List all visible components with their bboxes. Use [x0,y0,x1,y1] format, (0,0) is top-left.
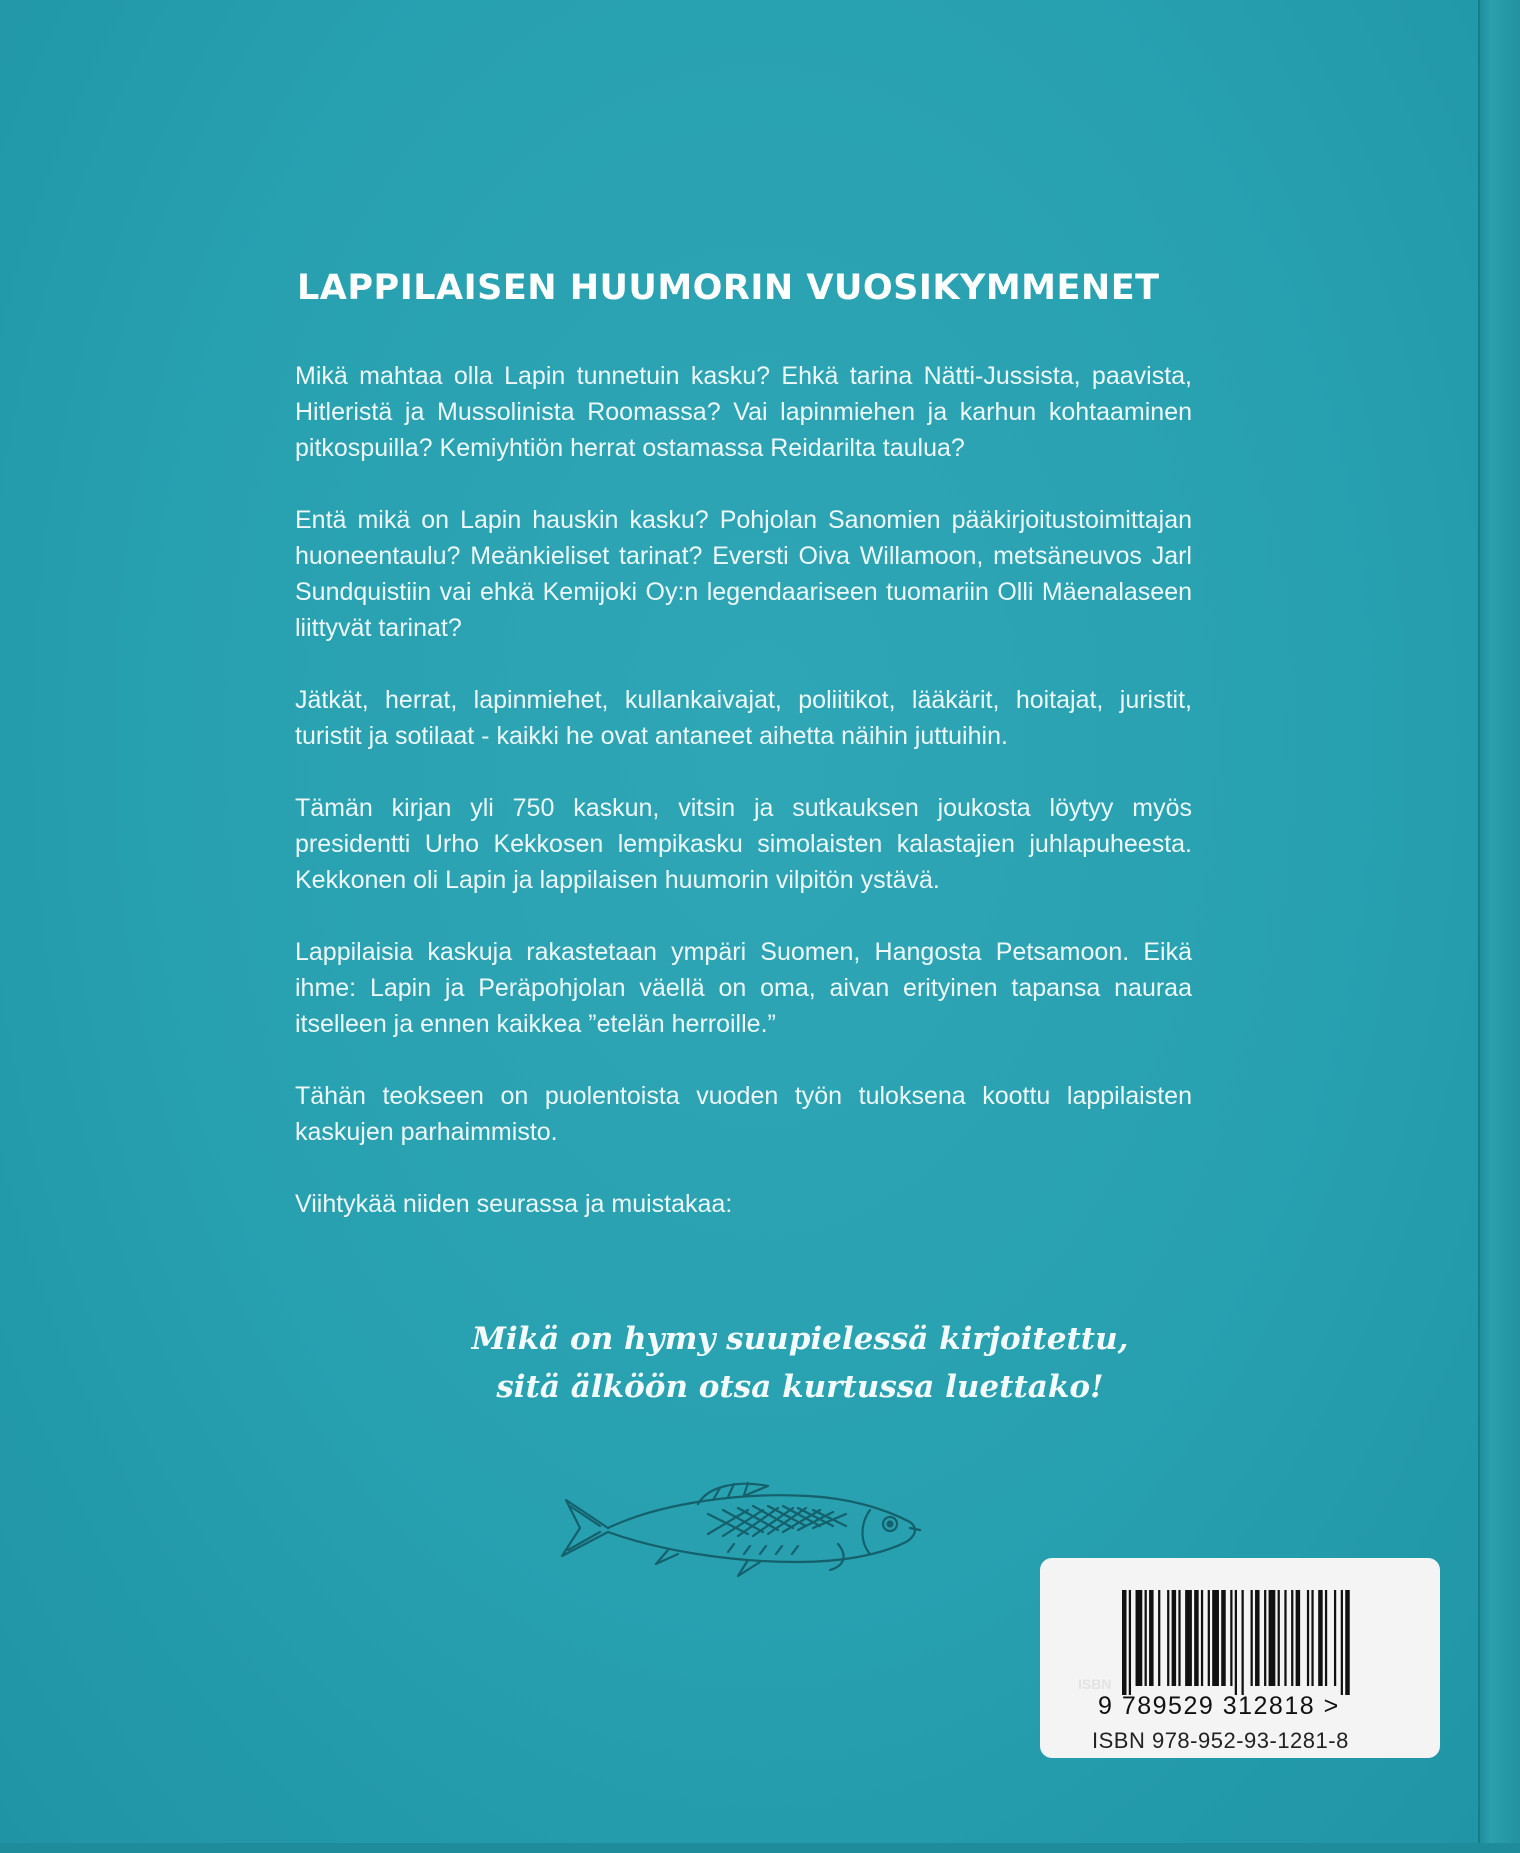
barcode-bar [1129,1590,1131,1695]
barcode-bar [1284,1590,1286,1686]
barcode-bar [1136,1590,1143,1686]
blurb-paragraph-2: Entä mikä on Lapin hauskin kasku? Pohjolan Sanomien pääkirjoitustoimittajan huoneentaulu? Meänkieliset tarinat? Eversti Oiva Willamoon, metsäneuvos Jarl Sundquistiin vai ehkä Kemijoki Oy:n legendaariseen tuomariin Olli Mäenalaseen liittyvät tarinat? [295,506,1192,642]
barcode-bar [1318,1590,1323,1686]
barcode-bar [1221,1590,1226,1686]
barcode-bar [1172,1590,1177,1686]
barcode-bar [1264,1590,1266,1686]
barcode-bar [1149,1590,1154,1686]
barcode-bar [1296,1590,1301,1686]
blurb-paragraph-4: Tämän kirjan yli 750 kaskun, vitsin ja sutkauksen joukosta löytyy myös presidentti Urho Kekkosen lempikasku simolaisten kalastajien juhlapuheesta. Kekkonen oli Lapin ja lappilaisen huumorin vilpitön ystävä. [295,794,1192,894]
barcode-bar [1230,1590,1232,1686]
blurb-paragraph-6: Tähän teokseen on puolentoista vuoden työn tuloksena koottu lappilaisten kaskujen parhaimmisto. [295,1082,1192,1146]
blurb-paragraph-1: Mikä mahtaa olla Lapin tunnetuin kasku? Ehkä tarina Nätti-Jussista, paavista, Hitleristä ja Mussolinista Roomassa? Vai lapinmiehen ja karhun kohtaaminen pitkospuilla? Kemiyhtiön herrat ostamassa Reidarilta taulua? [295,362,1192,462]
barcode-bar [1269,1590,1276,1686]
barcode-bar [1212,1590,1219,1686]
barcode-bar [1307,1590,1309,1686]
barcode-bar [1235,1590,1237,1695]
barcode-bars [1122,1590,1352,1695]
barcode-bar [1345,1590,1350,1695]
barcode-bar [1334,1590,1336,1686]
barcode-bar [1242,1590,1244,1695]
barcode-bar [1278,1590,1280,1686]
barcode-bar [1122,1590,1127,1695]
barcode-bar [1255,1590,1260,1686]
blurb-paragraph-5: Lappilaisia kaskuja rakastetaan ympäri Suomen, Hangosta Petsamoon. Eikä ihme: Lapin ja Peräpohjolan väellä on oma, aivan erityinen tapansa nauraa itselleen ja ennen kaikkea ”etelän herroille.” [295,938,1192,1038]
barcode-sticker [1040,1558,1440,1758]
blurb [295,358,1192,1222]
fish-icon [548,1470,938,1585]
barcode-bar [1145,1590,1147,1686]
barcode-bar [1185,1590,1192,1686]
barcode-bar [1158,1590,1160,1686]
barcode-bar [1341,1590,1343,1695]
quote-line-2: sitä älköön otsa kurtussa luettako! [496,1369,1104,1405]
cover-title: LAPPILAISEN HUUMORIN VUOSIKYMMENET [297,268,1160,308]
barcode-bar [1291,1590,1293,1686]
cover-edge [1478,0,1520,1853]
quote-line-1: Mikä on hymy suupielessä kirjoitettu, [471,1321,1129,1357]
barcode-bar [1194,1590,1199,1686]
barcode-bar [1201,1590,1203,1686]
closing-quote [300,1315,1300,1411]
barcode-bar [1208,1590,1210,1686]
barcode-bar [1311,1590,1313,1686]
barcode-ghost-text: ISBN [1078,1676,1112,1692]
barcode-bar [1167,1590,1169,1686]
barcode-bar [1325,1590,1327,1686]
barcode-bar [1251,1590,1253,1686]
barcode-bar [1178,1590,1180,1686]
isbn-number: ISBN 978-952-93-1281-8 [1092,1728,1349,1753]
blurb-paragraph-7: Viihtykää niiden seurassa ja muistakaa: [295,1190,733,1218]
blurb-paragraph-3: Jätkät, herrat, lapinmiehet, kullankaivajat, poliitikot, lääkärit, hoitajat, juristit, turistit ja sotilaat - kaikki he ovat antaneet aihetta näihin juttuihin. [295,686,1192,750]
cover-bottom-edge [0,1843,1520,1853]
barcode-digits: 9 789529 312818 > [1098,1692,1340,1720]
